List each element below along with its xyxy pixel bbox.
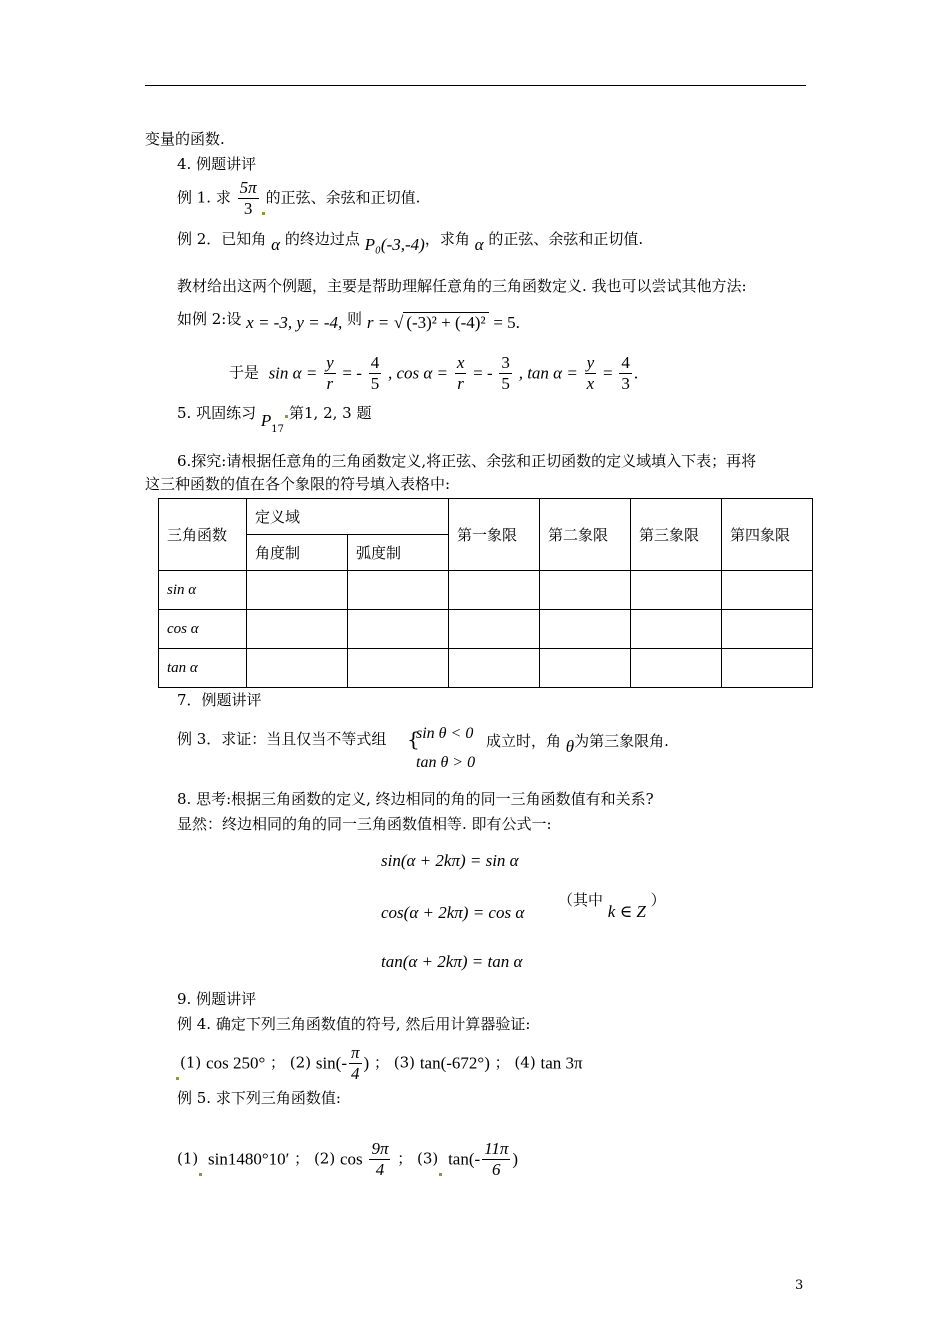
example-2-alt: 如例 2:设 x = -3, y = -4, 则 r = √ (-3)² + (-4)² = 5. xyxy=(177,310,520,332)
table-header-radian: 弧度制 xyxy=(348,535,449,571)
section-4-heading: 4. 例题讲评 xyxy=(177,155,257,173)
table-header-q2: 第二象限 xyxy=(540,499,631,571)
formula-note: （其中 k ∈ Z ） xyxy=(558,891,666,921)
formula-cos: cos(α + 2kπ) = cos α xyxy=(381,903,525,922)
example-5: 例 5. 求下列三角函数值: xyxy=(177,1089,341,1107)
table-row-cos: cos α xyxy=(159,610,247,649)
inequality-1: sin θ < 0 xyxy=(416,725,474,742)
table-row-sin: sin α xyxy=(159,571,247,610)
example-4-items: (1) cos 250° ； (2) sin(- $\frac{\pi}{4}$ ) ； (3) tan(-672°) ； (4) tan 3π xyxy=(175,1043,583,1083)
page-number: 3 xyxy=(795,1278,804,1293)
formula-tan: tan(α + 2kπ) = tan α xyxy=(381,952,523,971)
table-row-tan: tan α xyxy=(159,649,247,688)
fraction-5pi-3: $\frac{5\pi}{3}$ xyxy=(239,178,257,218)
formula-sin: sin(α + 2kπ) = sin α xyxy=(381,851,519,870)
example-2: 例 2．已知角 α 的终边过点 P₀(-3,-4)，求角 α 的正弦、余弦和正切值. xyxy=(177,230,644,254)
section-7-heading: 7．例题讲评 xyxy=(177,691,262,709)
section-5: 5. 巩固练习 $P_{17}$第1, 2, 3 题 xyxy=(177,404,372,435)
section-8-answer: 显然：终边相同的角的同一三角函数值相等. 即有公式一: xyxy=(177,815,552,833)
table-header-degree: 角度制 xyxy=(247,535,348,571)
example-5-items: (1) sin1480°10′ ； (2) cos $\frac{9\pi}{4}$ ； (3) tan(- $\frac{11\pi}{6}$ ) xyxy=(177,1139,519,1179)
line-continuation: 变量的函数. xyxy=(145,130,225,148)
section-6-line-2: 这三种函数的值在各个象限的符号填入表格中: xyxy=(145,475,451,493)
brace: { xyxy=(407,727,420,751)
example-3: 例 3．求证：当且仅当不等式组 xyxy=(177,730,387,748)
table-header-q1: 第一象限 xyxy=(449,499,540,571)
section-9-heading: 9. 例题讲评 xyxy=(177,990,257,1008)
table-header-function: 三角函数 xyxy=(159,499,247,571)
paragraph-method: 教材给出这两个例题，主要是帮助理解任意角的三角函数定义. 我也可以尝试其他方法: xyxy=(177,277,747,295)
table-header-q4: 第四象限 xyxy=(722,499,813,571)
trig-values: 于是 sin α = $\frac{y}{r}$ = - $\frac{4}{5}$ , cos α = $\frac{x}{r}$ = - $\frac{3}{5}$ , tan α = $\frac{y}{x}$ = $\frac{4}{3}$ . xyxy=(229,353,639,393)
header-rule xyxy=(145,85,806,86)
table-header-domain: 定义域 xyxy=(247,499,449,535)
example-4: 例 4. 确定下列三角函数值的符号, 然后用计算器验证: xyxy=(177,1015,531,1033)
example-1: 例 1. 求 $\frac{5\pi}{3}$ 的正弦、余弦和正切值. xyxy=(177,178,421,218)
table-header-q3: 第三象限 xyxy=(631,499,722,571)
section-8-question: 8. 思考:根据三角函数的定义, 终边相同的角的同一三角函数值有和关系? xyxy=(177,790,654,808)
example-3-tail: 成立时，角 θ为第三象限角. xyxy=(486,732,669,756)
sign-table xyxy=(158,498,813,688)
inequality-2: tan θ > 0 xyxy=(416,754,476,771)
section-6-line-1: 6.探究:请根据任意角的三角函数定义,将正弦、余弦和正切函数的定义域填入下表；再将 xyxy=(177,452,757,470)
